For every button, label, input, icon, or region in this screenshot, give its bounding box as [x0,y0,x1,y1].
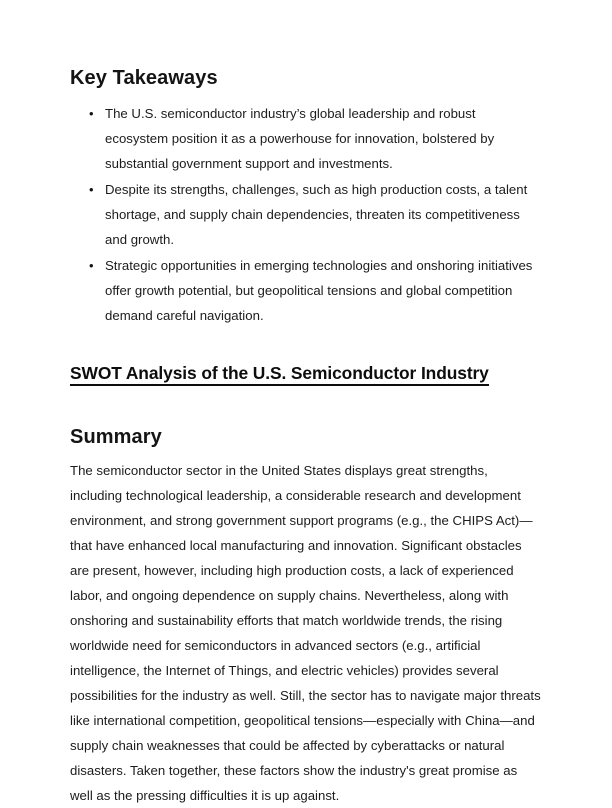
list-item: • Despite its strengths, challenges, such as high production costs, a talent shortage, and supply chain dependencies, threaten its competitiveness and growth. [70,177,542,252]
document-title-container [70,362,542,385]
page-title: SWOT Analysis of the U.S. Semiconductor Industry [70,363,489,386]
list-item: • Strategic opportunities in emerging technologies and onshoring initiatives offer growth potential, but geopolitical tensions and global competition demand careful navigation. [70,253,542,328]
key-takeaways-heading: Key Takeaways [70,67,218,89]
key-takeaways-list [70,101,542,328]
summary-heading: Summary [70,425,162,448]
summary-paragraph: The semiconductor sector in the United States displays great strengths, including technological leadership, a considerable research and development environment, and strong government support programs (e.g., the CHIPS Act)—that have enhanced local manufacturing and innovation. Significant obstacles are present, however, including high production costs, a lack of experienced labor, and ongoing dependence on supply chains. Nevertheless, along with onshoring and sustainability efforts that match worldwide trends, the rising worldwide need for semiconductors in advanced sectors (e.g., artificial intelligence, the Internet of Things, and electric vehicles) provides several possibilities for the industry as well. Still, the sector has to navigate major threats like international competition, geopolitical tensions—especially with China—and supply chain weaknesses that could be affected by cyberattacks or natural disasters. Taken together, these factors show the industry's great promise as well as the pressing difficulties it is up against. [70,462,541,803]
document-body [70,0,542,808]
list-item: • The U.S. semiconductor industry’s global leadership and robust ecosystem position it as a powerhouse for innovation, bolstered by substantial government support and investments. [70,101,542,176]
